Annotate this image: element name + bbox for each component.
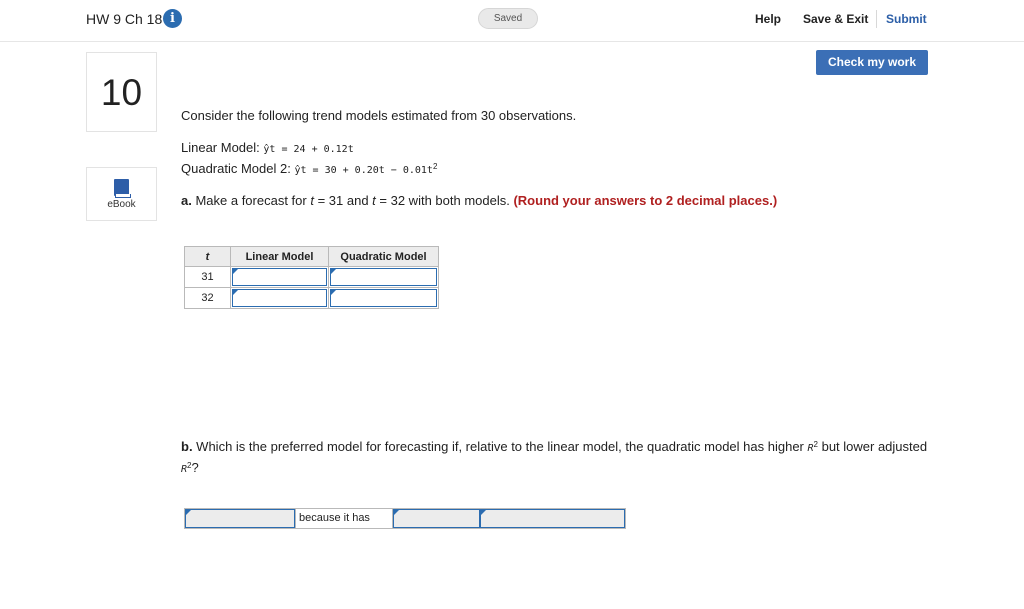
linear-forecast-31-input[interactable] [232, 268, 327, 286]
quadratic-model-lhs: ŷt [294, 165, 307, 176]
col-header-t: t [185, 247, 231, 267]
saved-status-badge: Saved [478, 8, 538, 29]
part-a-mid2: = 32 with both models. [375, 193, 514, 208]
assignment-title: HW 9 Ch 18 [86, 11, 163, 27]
forecast-table [184, 246, 439, 309]
part-a-prompt [181, 193, 777, 208]
quadratic-exponent: 2 [432, 162, 438, 171]
question-intro: Consider the following trend models estimated from 30 observations. [181, 108, 577, 123]
question-number: 10 [86, 52, 157, 132]
table-row [185, 267, 439, 288]
reason-dropdown-1[interactable] [393, 509, 480, 528]
ebook-button[interactable] [86, 167, 157, 221]
part-b-text3: ? [191, 460, 199, 475]
linear-forecast-32-input[interactable] [232, 289, 327, 307]
preferred-model-dropdown[interactable] [185, 509, 295, 528]
info-icon[interactable]: i [163, 9, 182, 28]
col-header-quadratic: Quadratic Model [329, 247, 439, 267]
ebook-label: eBook [107, 199, 136, 210]
part-b-answer-row [184, 508, 626, 529]
row-t-value: 31 [185, 267, 231, 288]
because-label: because it has [295, 509, 393, 528]
part-b-text2: but lower adjusted [817, 439, 928, 454]
linear-model-lhs: ŷt [263, 144, 276, 155]
submit-link[interactable]: Submit [886, 12, 927, 26]
linear-model-label: Linear Model: [181, 140, 260, 155]
part-b-prompt [181, 437, 931, 479]
linear-model-rhs: = 24 + 0.12t [275, 144, 354, 155]
top-header [0, 0, 1024, 42]
part-a-rounding-note: (Round your answers to 2 decimal places.) [513, 193, 778, 208]
part-a-text: Make a forecast for [191, 193, 311, 208]
help-link[interactable]: Help [755, 12, 782, 26]
part-b-r2-exp: 2 [187, 461, 192, 470]
quadratic-model-label: Quadratic Model 2: [181, 161, 291, 176]
quadratic-forecast-32-input[interactable] [330, 289, 437, 307]
col-header-linear: Linear Model [231, 247, 329, 267]
part-a-var-t2: t [372, 193, 376, 208]
save-exit-link[interactable]: Save & Exit [803, 12, 869, 26]
table-header-row [185, 247, 439, 267]
reason-dropdown-2[interactable] [480, 509, 625, 528]
part-a-var-t1: t [310, 193, 314, 208]
part-a-marker: a. [181, 193, 192, 208]
part-b-r1-exp: 2 [813, 440, 818, 449]
row-t-value: 32 [185, 288, 231, 309]
header-divider [876, 10, 877, 28]
quadratic-model-equation [181, 161, 437, 176]
part-b-marker: b. [181, 439, 193, 454]
part-a-mid1: = 31 and [313, 193, 373, 208]
part-b-r1: R [807, 443, 814, 454]
check-my-work-button[interactable]: Check my work [816, 50, 928, 75]
part-b-r2: R [181, 464, 188, 475]
quadratic-model-rhs: = 30 + 0.20t − 0.01t [306, 165, 433, 176]
book-icon [114, 179, 129, 196]
table-row [185, 288, 439, 309]
part-b-text1: Which is the preferred model for forecasting if, relative to the linear model, the quadratic model has higher [192, 439, 808, 454]
quadratic-forecast-31-input[interactable] [330, 268, 437, 286]
linear-model-equation [181, 140, 354, 155]
